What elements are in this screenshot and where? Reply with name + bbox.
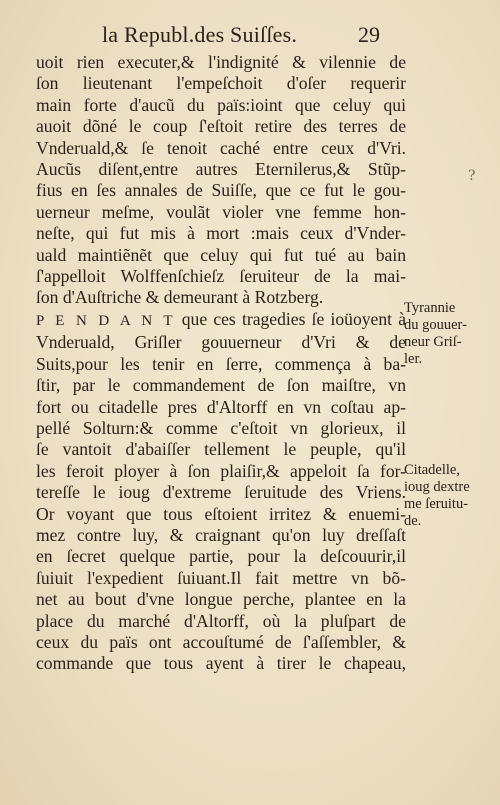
margin-note-line: Citadelle, — [404, 462, 460, 478]
margin-note-line: de. — [404, 513, 422, 529]
text-line: pellé Solturn:& comme c'eſtoit vn glorieux, il — [36, 417, 406, 438]
margin-note-citadelle — [404, 462, 500, 530]
paragraph-1 — [36, 52, 406, 309]
text-line-opening — [36, 309, 406, 332]
text-line: fort ou citadelle pres d'Altorff en vn coſtau ap- — [36, 396, 406, 417]
margin-note-line: Tyrannie — [404, 300, 456, 316]
text-line: uerneur meſme, voulãt violer vne femme hon- — [36, 201, 406, 222]
text-line: ſon d'Auſtriche & demeurant à Rotzberg. — [36, 287, 324, 308]
margin-note-line: ler. — [404, 351, 423, 367]
margin-note-line: neur Griſ- — [404, 334, 462, 350]
text-line: ſtir, par le commandement de ſon maiſtre, vn — [36, 375, 406, 396]
text-line: uald maintiẽnẽt que celuy qui fut tué au bain — [36, 244, 406, 265]
text-line: ſ'appelloit Wolffenſchieſz ſeruiteur de la mai- — [36, 266, 406, 287]
opening-word: P E N D A N T — [36, 312, 176, 329]
text-line: ſon lieutenant l'empeſchoit d'oſer requerir — [36, 73, 406, 94]
text-line: Aucũs diſent,entre autres Eternilerus,& Stũp- — [36, 159, 406, 180]
text-line: Suits,pour les tenir en ſerre, commença à ba- — [36, 353, 406, 374]
margin-note-line: me ſeruitu- — [404, 496, 469, 512]
text-line: ceux du païs ont accouſtumé de ſ'aſſembler, & — [36, 631, 406, 652]
text-line: main forte d'aucũ du païs:ioint que celuy qui — [36, 94, 406, 115]
text-line: ſe vantoit d'abaiſſer tellement le peuple, qu'il — [36, 439, 406, 460]
text-line: Vnderuald, Griſler gouuerneur d'Vri & de — [36, 332, 406, 353]
text-line: Or voyant que tous eſtoient irritez & enuemi- — [36, 503, 406, 524]
opening-line-rest: que ces tragedies ſe ioüoyent à — [175, 308, 407, 329]
text-line: fius en ſes annales de Suiſſe, que ce fut le gou- — [36, 180, 406, 201]
text-line: place du marché d'Altorff, où la pluſpart de — [36, 610, 406, 631]
text-line: les feroit ployer à ſon plaiſir,& appeloit ſa for- — [36, 460, 406, 481]
running-head: la Republ.des Suiſſes. — [102, 22, 298, 47]
text-line: Vnderuald,& ſe tenoit caché entre ceux d'Vri. — [36, 137, 406, 158]
text-line: net au bout d'vne longue perche, plantee en la — [36, 589, 406, 610]
text-line: mez contre luy, & craignant qu'on luy dreſſaſt — [36, 524, 406, 545]
text-line: commande que tous ayent à tirer le chapeau, — [36, 653, 406, 674]
main-text-column — [36, 52, 406, 675]
page-number: 29 — [358, 22, 380, 47]
text-line: uoit rien executer,& l'indignité & vilennie de — [36, 52, 406, 72]
text-line: tereſſe le ioug d'extreme ſeruitude des Vriens. — [36, 482, 406, 503]
page-header — [90, 22, 490, 52]
paragraph-2 — [36, 309, 406, 675]
text-line: neſte, qui fut mis à mort :mais ceux d'Vnder- — [36, 223, 406, 244]
text-line: ſuiuit l'expedient ſuiuant.Il fait mettre vn bõ- — [36, 567, 406, 588]
text-line: auoit dõné le coup ſ'eſtoit retire des terres de — [36, 116, 406, 137]
marginal-tick-mark: ? — [468, 168, 476, 184]
margin-note-line: ioug dextre — [404, 479, 470, 495]
margin-note-tyrannie — [404, 300, 500, 368]
margin-note-line: du gouuer- — [404, 317, 467, 333]
text-line: en ſecret quelque partie, pour la deſcouurir,il — [36, 546, 406, 567]
